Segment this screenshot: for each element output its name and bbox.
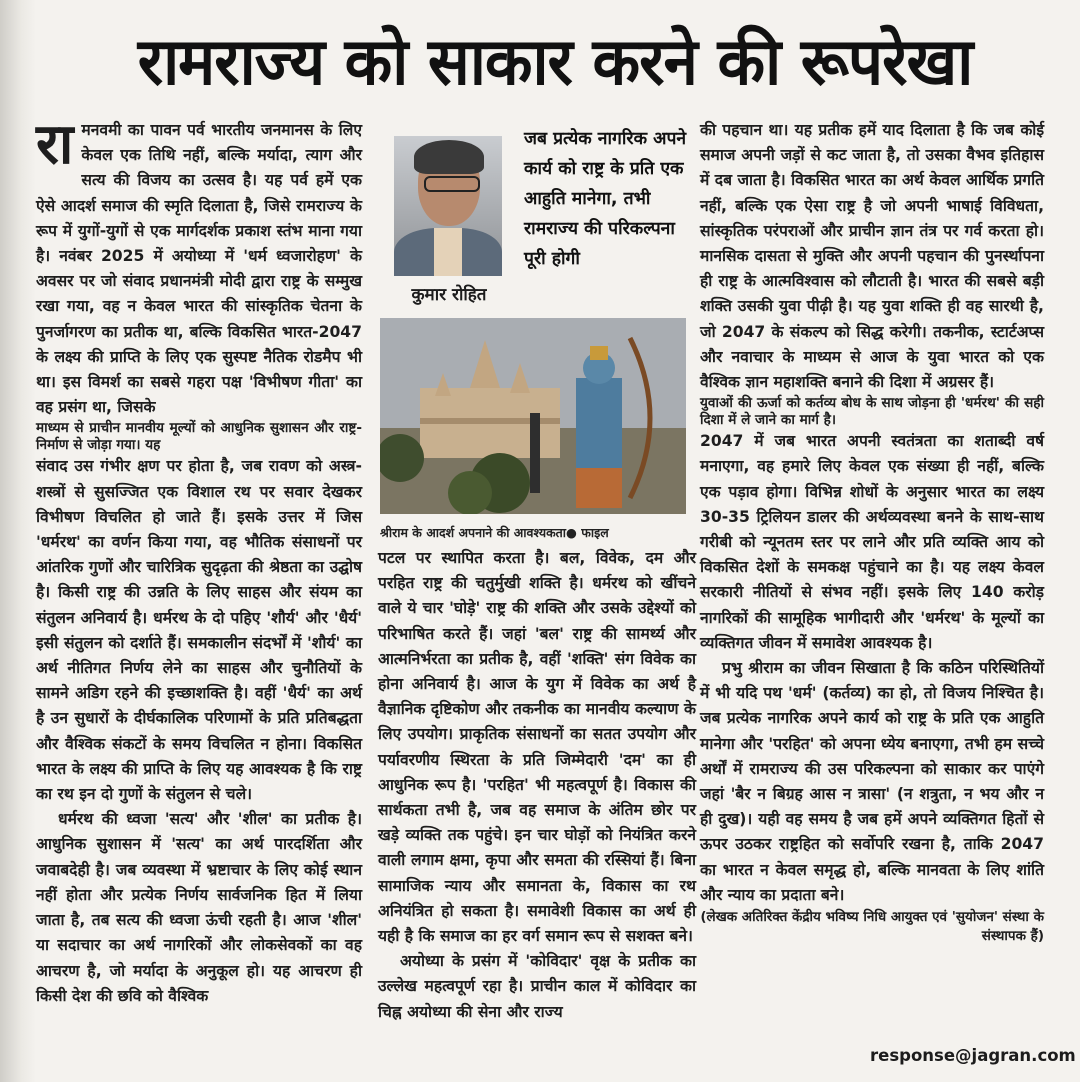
pull-quote: जब प्रत्येक नागरिक अपने कार्य को राष्ट्र के प्रति एक आहुति मानेगा, तभी रामराज्य की परिकल्पना पूरी होगी [524,129,687,269]
photo-caption: श्रीराम के आदर्श अपनाने की आवश्यकता● फाइल [380,525,609,540]
paragraph [36,112,362,807]
paragraph: धर्मरथ की ध्वजा 'सत्य' और 'शील' का प्रतीक है। आधुनिक सुशासन में 'सत्य' का अर्थ पारदर्शिता और जवाबदेही है। जब व्यवस्था में भ्रष्टाचार के लिए कोई स्थान नहीं होता और प्रत्येक निर्णय सार्वजनिक हित में लिया जाता है, तब सत्य की ध्वजा ऊंची रहती है। आज 'शील' या सदाचार का अर्थ नागरिकों और लोकसेवकों का वह आचरण है, जो मर्यादा के अनुकूल हो। यह आचरण ही किसी देश की छवि को वैश्विक [36,810,362,1005]
headline: रामराज्य को साकार करने की रूपरेखा [137,23,973,100]
paragraph: पटल पर स्थापित करता है। बल, विवेक, दम और परहित राष्ट्र की चतुर्मुखी शक्ति है। धर्मरथ को खींचने वाले ये चार 'घोड़े' राष्ट्र की शक्ति और उसके उद्देश्यों को परिभाषित करते हैं। जहां 'बल' राष्ट्र की सामर्थ्य और आत्मनिर्भरता का प्रतीक है, वहीं 'शक्ति' संग विवेक का होना अनिवार्य है। आज के युग में विवेक का अर्थ है वैज्ञानिक दृष्टिकोण और तकनीक का मानवीय कल्याण के लिए उपयोग। प्राकृतिक संसाधनों का सतत उपयोग और पर्यावरणीय स्थिरता के प्रति जिम्मेदारी 'दम' का ही आधुनिक रूप है। 'परहित' भी महत्वपूर्ण है। विकास की सार्थकता तभी है, जब वह समाज के अंतिम छोर पर खड़े व्यक्ति तक पहुंचे। इन चार घोड़ों को नियंत्रित करने वाली लगाम क्षमा, कृपा और समता की रस्सियां हैं। बिना सामाजिक न्याय और समानता के, विकास का रथ अनियंत्रित हो सकता है। समावेशी विकास का अर्थ ही यही है कि समाज का हर वर्ग समान रूप से सशक्त बने। [378,549,696,946]
paragraph-text: की पहचान था। यह प्रतीक हमें याद दिलाता है कि जब कोई समाज अपनी जड़ों से कट जाता है, तो उसका वैभव इतिहास में दब जाता है। विकसित भारत का अर्थ केवल आर्थिक प्रगति नहीं, बल्कि एक ऐसा राष्ट्र है जो अपनी भाषाई विविधता, सांस्कृतिक परंपराओं और प्राचीन ज्ञान तंत्र पर गर्व करता हो। मानसिक दासता से मुक्ति और अपनी पहचान की पुनर्स्थापना ही राष्ट्र के आत्मविश्वास को लौटाती है। भारत की सबसे बड़ी शक्ति उसकी युवा पीढ़ी है। यह युवा शक्ति ही वह सारथी है, जो 2047 के संकल्प को सिद्ध करेगी। तकनीक, स्टार्टअप्स और नवाचार के माध्यम से आज के युवा भारत को एक वैश्विक ज्ञान महाशक्ति बनाने की दिशा में अग्रसर हैं। [700,121,1044,392]
author-byline: (लेखक अतिरिक्त केंद्रीय भविष्य निधि आयुक्त एवं 'सुयोजन' संस्था के संस्थापक हैं) [700,909,1044,945]
paragraph-text: संवाद उस गंभीर क्षण पर होता है, जब रावण को अस्त्र-शस्त्रों से सुसज्जित एक विशाल रथ पर सवार देखकर विभीषण विचलित हो जाते हैं। इसके उत्तर में जिस 'धर्मरथ' का वर्णन किया गया, वह भौतिक संसाधनों पर आंतरिक गुणों और चारित्रिक सुदृढ़ता की श्रेष्ठता का उद्घोष है। किसी राष्ट्र की उन्नति के लिए साहस और संयम का संतुलन अनिवार्य है। धर्मरथ के दो पहिए 'शौर्य' और 'धैर्य' इसी संतुलन को दर्शाते हैं। समकालीन संदर्भों में 'शौर्य' का अर्थ नीतिगत निर्णय लेने का साहस और चुनौतियों के सामने अडिग रहने की इच्छाशक्ति है। वहीं 'धैर्य' का अर्थ है उन सुधारों के दीर्घकालिक परिणामों के प्रति प्रतिबद्धता और वैश्विक संकटों के समय विचलित न होना। विकसित भारत के लक्ष्य की प्राप्ति के लिए यह आवश्यक है कि राष्ट्र का रथ इन दो गुणों के संतुलन से चले। [36,457,362,804]
temple-ram-illustration [380,318,686,514]
article-column-2 [378,526,696,1025]
dropcap: रा [36,112,74,177]
page-fold-shadow [0,0,36,1082]
article-photo [380,318,686,514]
author-name: कुमार रोहित [411,285,487,305]
article-column-1 [36,112,362,1009]
paragraph [700,118,1044,656]
paragraph: अयोध्या के प्रसंग में 'कोविदार' वृक्ष के प्रतीक का उल्लेख महत्वपूर्ण रहा है। प्राचीन काल में कोविदार का चिह्न अयोध्या की सेना और राज्य [378,952,696,1021]
paragraph: प्रभु श्रीराम का जीवन सिखाता है कि कठिन परिस्थितियों में भी यदि पथ 'धर्म' (कर्तव्य) का हो, तो विजय निश्चित है। जब प्रत्येक नागरिक अपने कार्य को राष्ट्र के प्रति एक आहुति मानेगा और 'परहित' को अपना ध्येय बनाएगा, तभी हम सच्चे अर्थों में रामराज्य की उस परिकल्पना को साकार कर पाएंगे जहां 'बैर न बिग्रह आस न त्रासा' (न शत्रुता, न भय और न ही दुख)। यही वह समय है जब हमें अपने व्यक्तिगत हितों से ऊपर उठकर राष्ट्रहित को सर्वोपरि रखना है, ताकि 2047 का भारत न केवल समृद्ध हो, बल्कि मानवता के लिए शांति और न्याय का प्रदाता बने। [700,659,1044,904]
author-box [378,120,696,318]
contact-email[interactable]: response@jagran.com [870,1046,1076,1065]
author-portrait [394,136,502,276]
paragraph-text: मनवमी का पावन पर्व भारतीय जनमानस के लिए केवल एक तिथि नहीं, बल्कि मर्यादा, त्याग और सत्य की विजय का उत्सव है। यह पर्व हमें एक ऐसे आदर्श समाज की स्मृति दिलाता है, जिसे रामराज्य के रूप में युगों-युगों से एक मार्गदर्शक प्रकाश स्तंभ माना गया है। नवंबर 2025 में अयोध्या में 'धर्म ध्वजारोहण' के अवसर पर जो संवाद प्रधानमंत्री मोदी द्वारा राष्ट्र के सम्मुख रखा गया, वह न केवल भारत की सांस्कृतिक चेतना के पुनर्जागरण का प्रतीक था, बल्कि विकसित भारत-2047 के लक्ष्य की प्राप्ति के लिए एक सुस्पष्ट नैतिक रोडमैप भी था। इस विमर्श का सबसे गहरा पक्ष 'विभीषण गीता' का वह प्रसंग था, जिसके [36,121,362,417]
paragraph-text-small: माध्यम से प्राचीन मानवीय मूल्यों को आधुनिक सुशासन और राष्ट्र-निर्माण से जोड़ा गया। यह [36,420,362,454]
article-column-3 [700,118,1044,946]
paragraph-text-small: युवाओं की ऊर्जा को कर्तव्य बोध के साथ जोड़ना ही 'धर्मरथ' की सही दिशा में ले जाने का मार्ग है। [700,395,1044,429]
paragraph-text: 2047 में जब भारत अपनी स्वतंत्रता का शताब्दी वर्ष मनाएगा, वह हमारे लिए केवल एक संख्या ही नहीं, बल्कि एक पड़ाव होगा। विभिन्न शोधों के अनुसार भारत का लक्ष्य 30-35 ट्रिलियन डालर की अर्थव्यवस्था बनने के साथ-साथ गरीबी को न्यूनतम स्तर पर लाने और प्रति व्यक्ति आय को विकसित देशों के समकक्ष पहुंचाने का है। यह लक्ष्य केवल सरकारी नीतियों से संभव नहीं। इसके लिए 140 करोड़ नागरिकों की सामूहिक भागीदारी और 'धर्मरथ' के मूल्यों का व्यक्तिगत जीवन में समावेश आवश्यक है। [700,432,1044,652]
